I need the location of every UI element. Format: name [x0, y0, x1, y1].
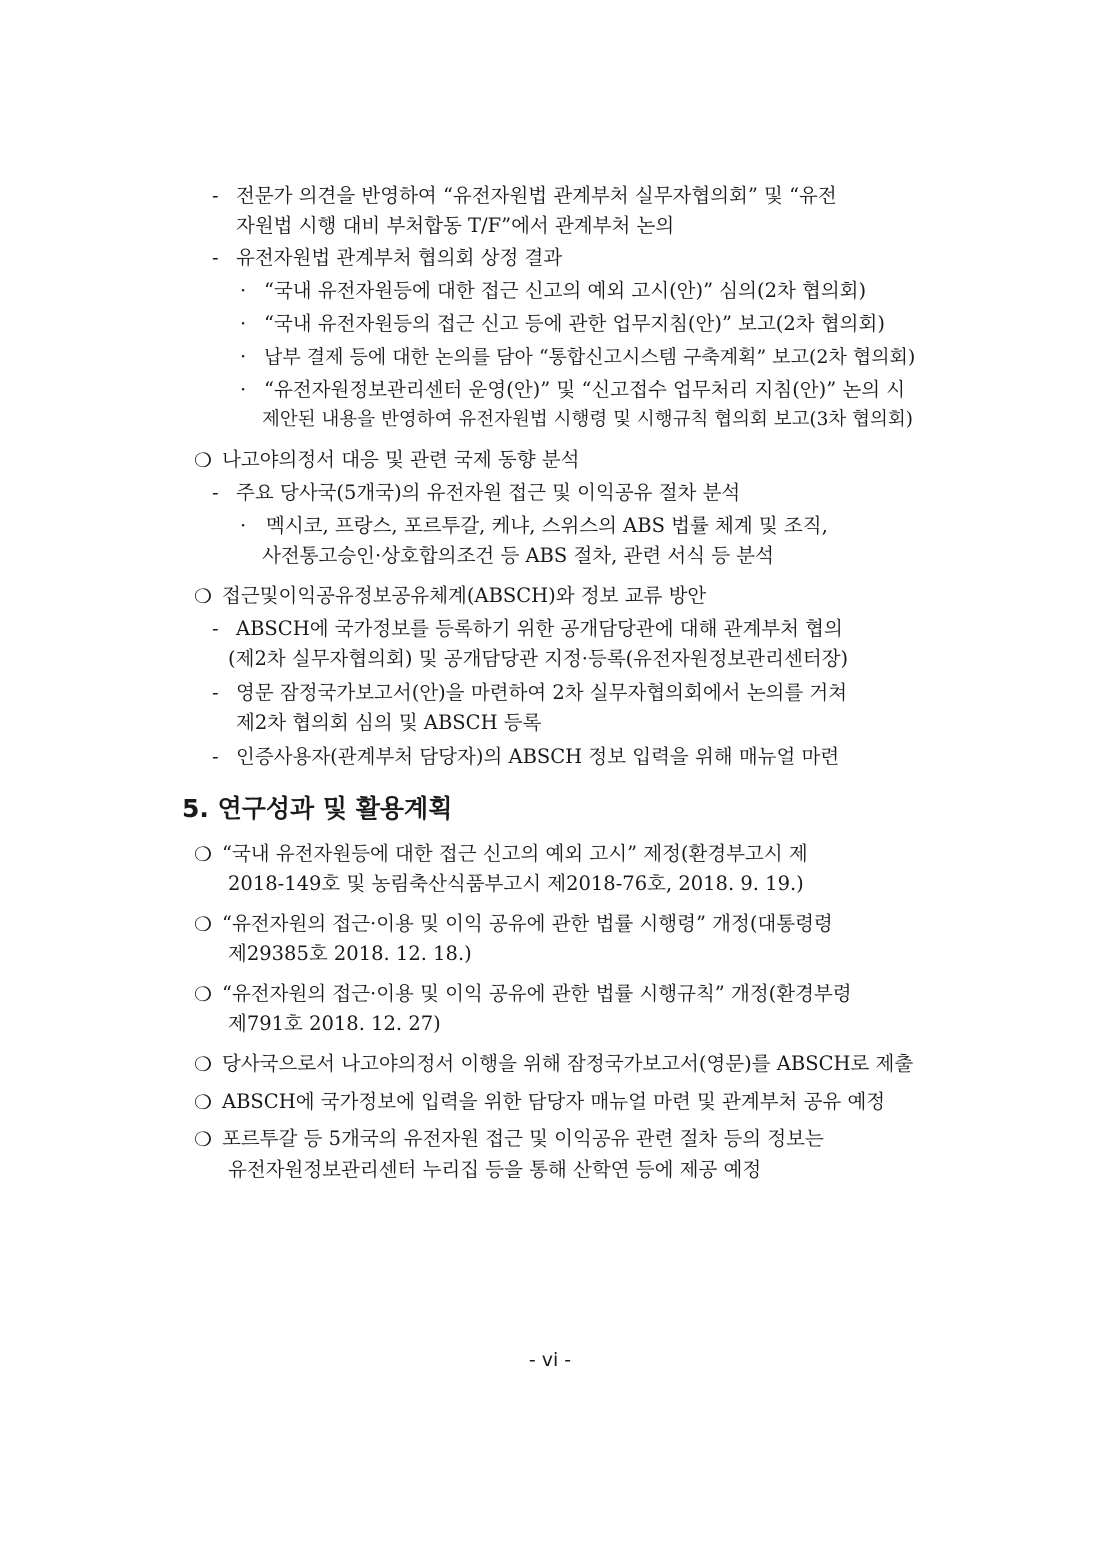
list-item-line: 인증사용자(관계부처 담당자)의 ABSCH 정보 입력을 위해 매뉴얼 마련: [236, 745, 840, 768]
list-item-line: 납부 결제 등에 대한 논의를 담아 “통합신고시스템 구축계획” 보고(2차 협의회): [264, 346, 916, 368]
list-item-line: 제791호 2018. 12. 27): [228, 1012, 441, 1035]
dash-marker: -: [212, 745, 219, 768]
circle-marker: ❍: [194, 1090, 212, 1114]
circle-marker: ❍: [194, 912, 212, 936]
bullet-marker: ·: [240, 312, 247, 335]
list-item-line: “국내 유전자원등에 대한 접근 신고의 예외 고시(안)” 심의(2차 협의회): [264, 279, 867, 302]
list-item-line: 나고야의정서 대응 및 관련 국제 동향 분석: [222, 448, 580, 471]
dash-marker: -: [212, 681, 219, 704]
list-item-line: 전문가 의견을 반영하여 “유전자원법 관계부처 실무자협의회” 및 “유전: [236, 184, 837, 207]
list-item-line: 포르투갈 등 5개국의 유전자원 접근 및 이익공유 관련 절차 등의 정보는: [222, 1127, 824, 1150]
bullet-marker: ·: [240, 279, 247, 302]
list-item-line: 2018-149호 및 농림축산식품부고시 제2018-76호, 2018. 9. 19.): [228, 872, 804, 895]
list-item-line: “유전자원의 접근·이용 및 이익 공유에 관한 법률 시행규칙” 개정(환경부령: [222, 982, 852, 1005]
list-item-line: 접근및이익공유정보공유체계(ABSCH)와 정보 교류 방안: [222, 584, 707, 607]
list-item-line: “국내 유전자원등에 대한 접근 신고의 예외 고시” 제정(환경부고시 제: [222, 842, 808, 865]
list-item-line: 제2차 협의회 심의 및 ABSCH 등록: [236, 711, 542, 734]
list-item-line: 영문 잠정국가보고서(안)을 마련하여 2차 실무자협의회에서 논의를 거쳐: [236, 681, 848, 704]
list-item-line: “유전자원의 접근·이용 및 이익 공유에 관한 법률 시행령” 개정(대통령령: [222, 912, 833, 935]
list-item-line: ABSCH에 국가정보에 입력을 위한 담당자 매뉴얼 마련 및 관계부처 공유 예정: [222, 1090, 886, 1113]
section-heading: 5. 연구성과 및 활용계획: [182, 794, 453, 823]
circle-marker: ❍: [194, 584, 212, 608]
circle-marker: ❍: [194, 842, 212, 866]
list-item-line: 유전자원정보관리센터 누리집 등을 통해 산학연 등에 제공 예정: [228, 1158, 762, 1181]
list-item-line: 당사국으로서 나고야의정서 이행을 위해 잠정국가보고서(영문)를 ABSCH로 제출: [222, 1052, 914, 1075]
list-item-line: 자원법 시행 대비 부처합동 T/F”에서 관계부처 논의: [236, 214, 675, 237]
bullet-marker: ·: [240, 514, 247, 537]
list-item-line: “국내 유전자원등의 접근 신고 등에 관한 업무지침(안)” 보고(2차 협의회): [264, 312, 885, 335]
list-item-line: ABSCH에 국가정보를 등록하기 위한 공개담당관에 대해 관계부처 협의: [236, 617, 843, 640]
dash-marker: -: [212, 184, 219, 207]
list-item-line: 유전자원법 관계부처 협의회 상정 결과: [236, 246, 563, 269]
list-item-line: (제2차 실무자협의회) 및 공개담당관 지정·등록(유전자원정보관리센터장): [228, 647, 849, 670]
circle-marker: ❍: [194, 1127, 212, 1151]
list-item-line: 제안된 내용을 반영하여 유전자원법 시행령 및 시행규칙 협의회 보고(3차 협의회): [262, 409, 914, 430]
list-item-line: 주요 당사국(5개국)의 유전자원 접근 및 이익공유 절차 분석: [236, 481, 741, 504]
bullet-marker: ·: [240, 345, 247, 368]
dash-marker: -: [212, 246, 219, 269]
list-item-line: 멕시코, 프랑스, 포르투갈, 케냐, 스위스의 ABS 법률 체계 및 조직,: [266, 514, 828, 537]
circle-marker: ❍: [194, 1052, 212, 1076]
list-item-line: 제29385호 2018. 12. 18.): [228, 942, 472, 965]
list-item-line: “유전자원정보관리센터 운영(안)” 및 “신고접수 업무처리 지침(안)” 논의 시: [264, 378, 906, 401]
page-number: - vi -: [528, 1349, 572, 1371]
circle-marker: ❍: [194, 982, 212, 1006]
bullet-marker: ·: [240, 378, 247, 401]
list-item-line: 사전통고승인·상호합의조건 등 ABS 절차, 관련 서식 등 분석: [262, 544, 774, 567]
circle-marker: ❍: [194, 448, 212, 472]
dash-marker: -: [212, 481, 219, 504]
dash-marker: -: [212, 617, 219, 640]
